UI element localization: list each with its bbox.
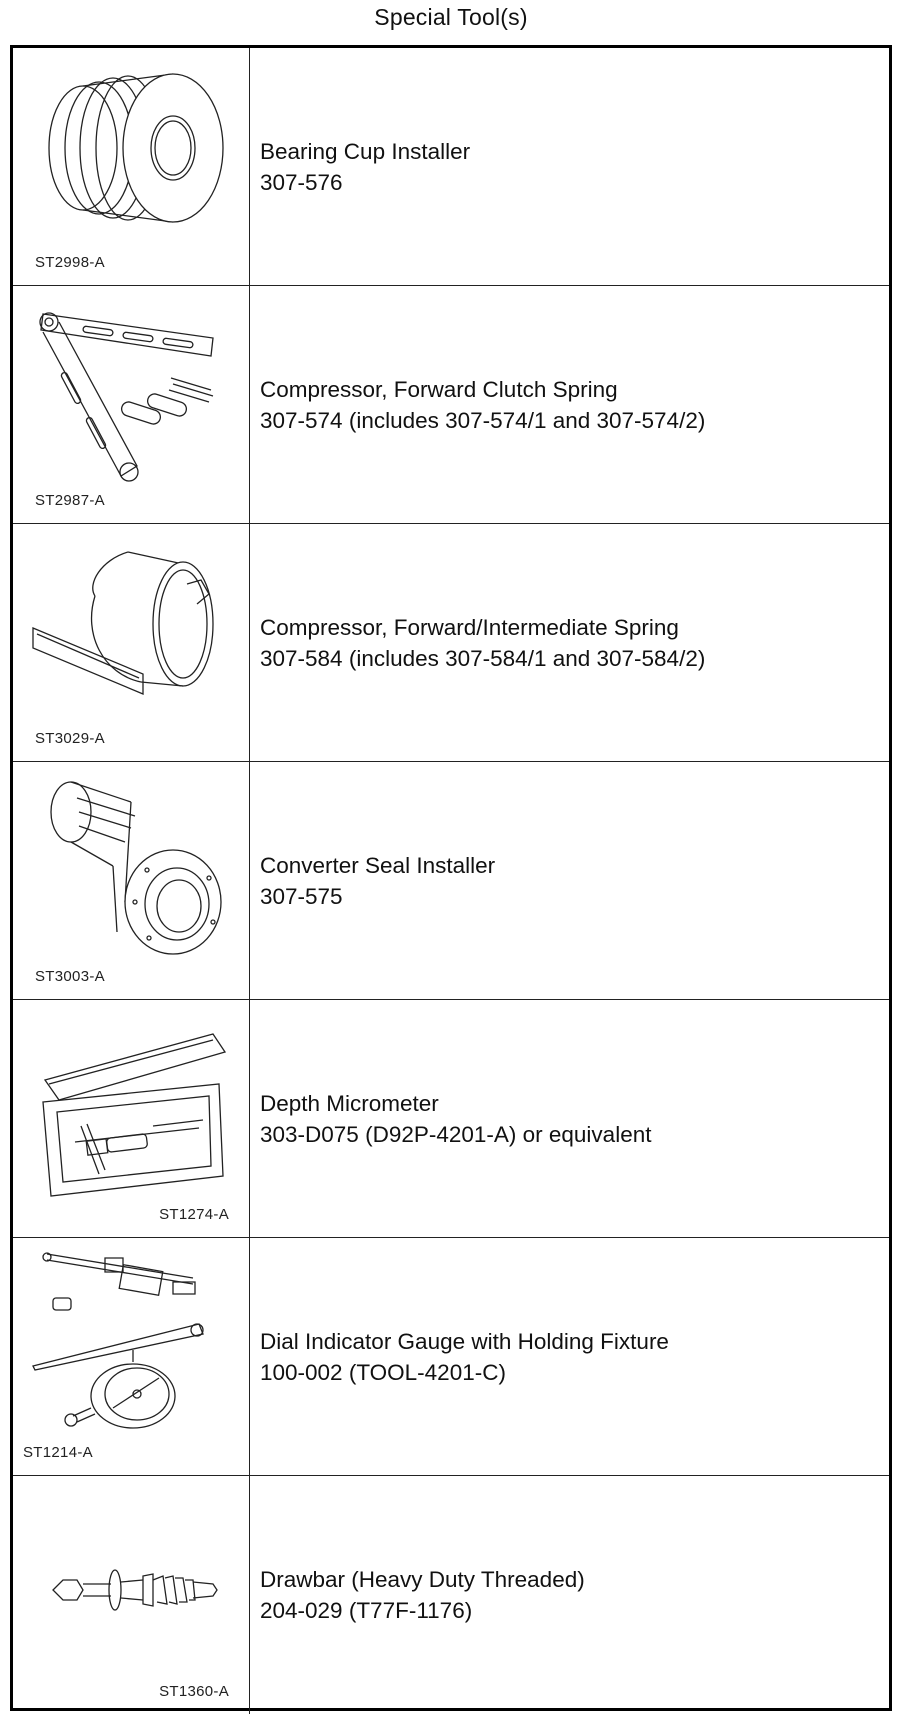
table-row xyxy=(13,48,889,286)
tool-description xyxy=(260,374,705,436)
tool-description xyxy=(260,850,495,912)
table-row xyxy=(13,286,889,524)
tool-image-cell xyxy=(13,524,250,761)
table-row xyxy=(13,762,889,1000)
tool-number: 307-584 (includes 307-584/1 and 307-584/2) xyxy=(260,645,706,671)
tool-number: 307-575 xyxy=(260,883,343,909)
tool-description xyxy=(260,612,705,674)
special-tools-table xyxy=(10,45,892,1711)
tool-code: ST2987-A xyxy=(35,492,105,509)
tool-image-cell xyxy=(13,1238,250,1475)
tool-name: Drawbar (Heavy Duty Threaded) xyxy=(260,1567,585,1592)
intermediate-spring-compressor-icon xyxy=(13,524,249,760)
tool-code: ST3029-A xyxy=(35,730,105,747)
tool-code: ST1214-A xyxy=(23,1444,93,1461)
tool-name: Bearing Cup Installer xyxy=(260,138,471,164)
tool-code: ST1360-A xyxy=(159,1683,229,1700)
converter-seal-installer-icon xyxy=(13,762,249,998)
tool-description xyxy=(260,136,470,198)
page-title: Special Tool(s) xyxy=(374,4,528,30)
drawbar-icon xyxy=(13,1476,249,1712)
tool-name: Converter Seal Installer xyxy=(260,852,496,878)
tool-description xyxy=(260,1564,585,1626)
tool-code: ST1274-A xyxy=(159,1206,229,1223)
bearing-cup-installer-icon xyxy=(13,48,249,284)
tool-image-cell xyxy=(13,762,250,999)
tool-number: 307-574 (includes 307-574/1 and 307-574/2) xyxy=(260,407,706,433)
tool-number: 100-002 (TOOL-4201-C) xyxy=(260,1359,506,1385)
dial-indicator-gauge-icon xyxy=(13,1238,249,1474)
tool-image-cell xyxy=(13,286,250,523)
tool-name: Depth Micrometer xyxy=(260,1090,439,1116)
tool-image-cell xyxy=(13,1476,250,1714)
clutch-spring-compressor-icon xyxy=(13,286,249,522)
depth-micrometer-icon xyxy=(13,1000,249,1236)
table-row xyxy=(13,1476,889,1714)
tool-number: 303-D075 (D92P-4201-A) or equivalent xyxy=(260,1121,652,1147)
tool-number: 307-576 xyxy=(260,169,343,195)
tool-number: 204-029 (T77F-1176) xyxy=(260,1598,473,1623)
tool-description xyxy=(260,1088,651,1150)
tool-description xyxy=(260,1326,669,1388)
tool-image-cell xyxy=(13,48,250,285)
table-row xyxy=(13,524,889,762)
table-row xyxy=(13,1238,889,1476)
tool-image-cell xyxy=(13,1000,250,1237)
tool-code: ST3003-A xyxy=(35,968,105,985)
tool-name: Compressor, Forward/Intermediate Spring xyxy=(260,614,679,640)
table-row xyxy=(13,1000,889,1238)
tool-name: Dial Indicator Gauge with Holding Fixture xyxy=(260,1328,669,1354)
tool-code: ST2998-A xyxy=(35,254,105,271)
tool-name: Compressor, Forward Clutch Spring xyxy=(260,376,618,402)
